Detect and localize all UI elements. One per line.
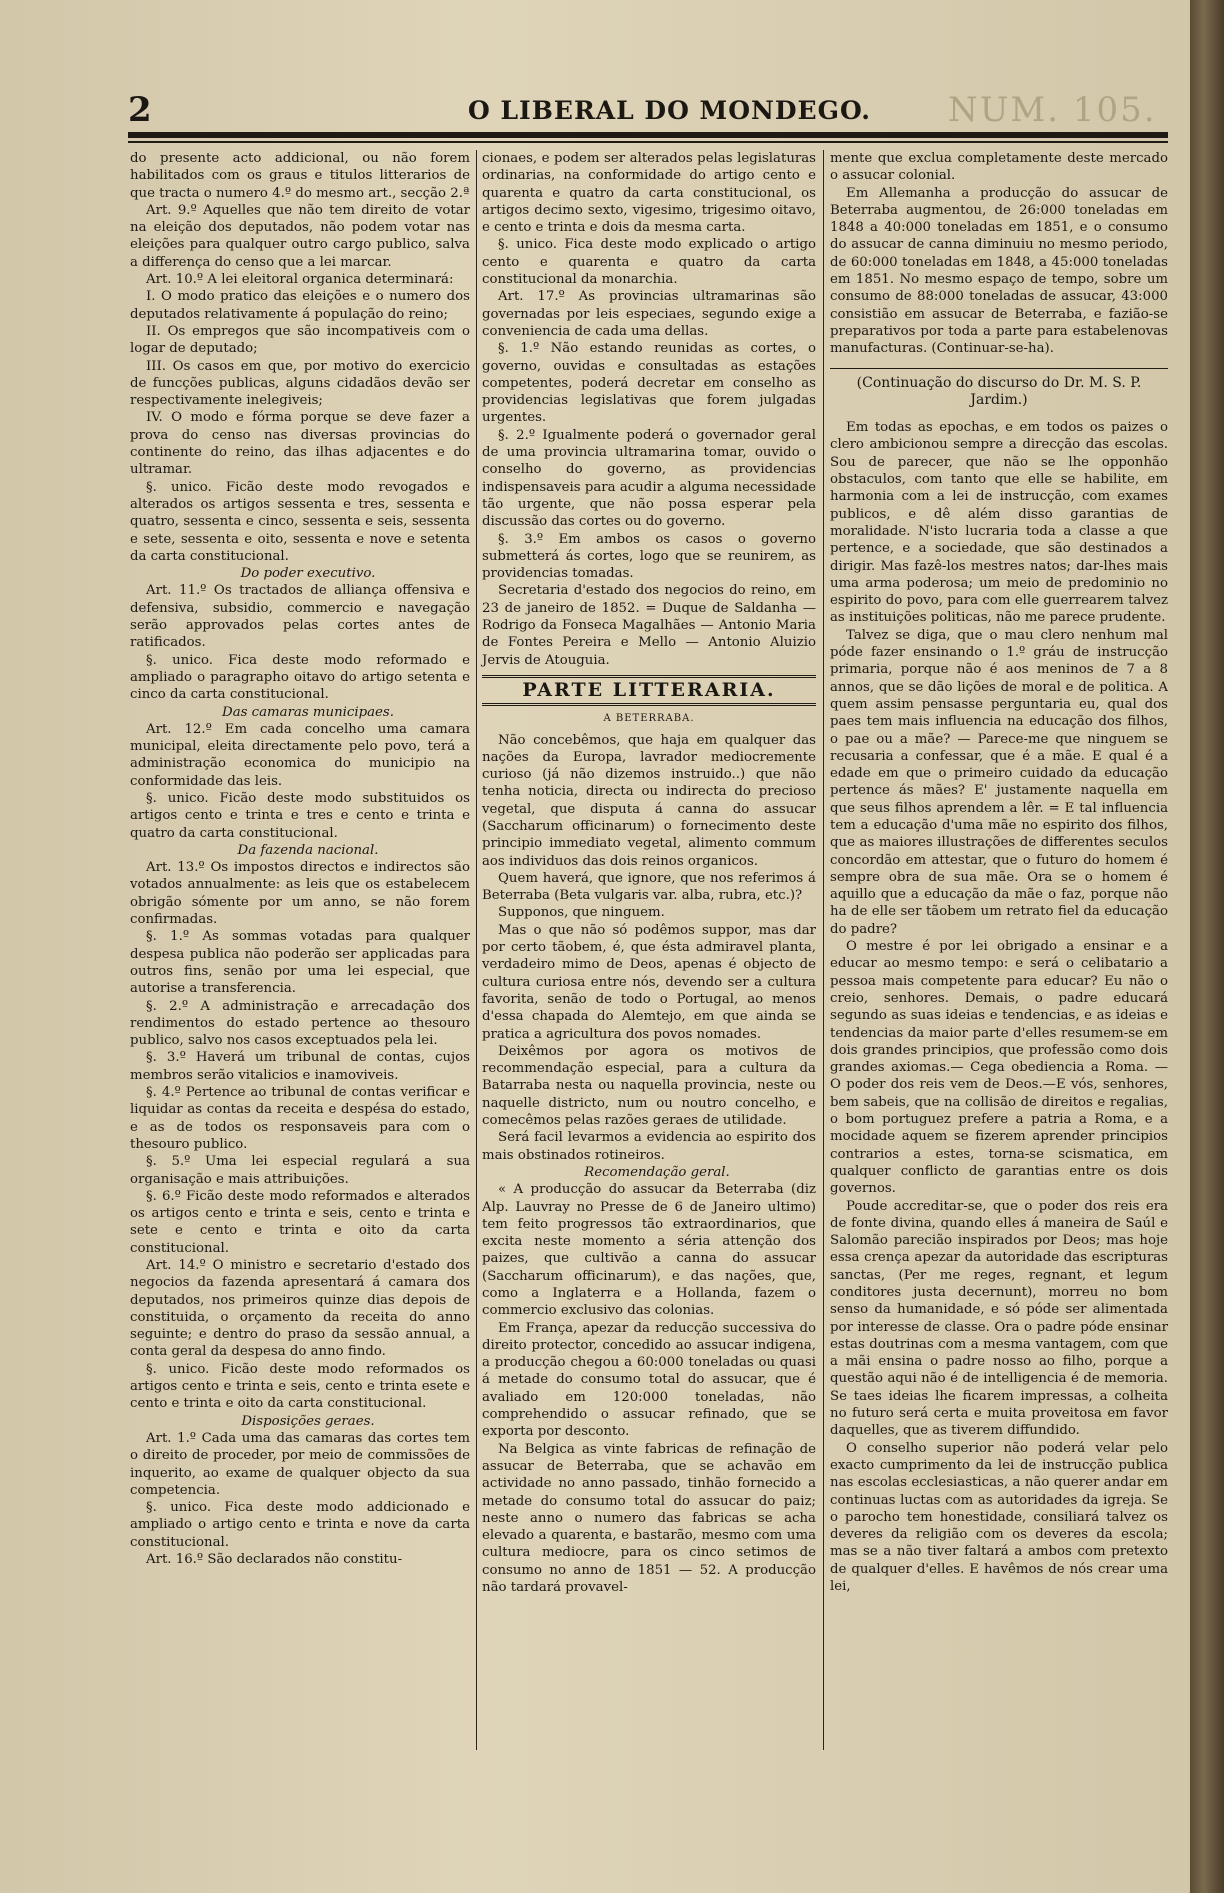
- paragraph: I. O modo pratico das eleições e o numero dos deputados relativamente á população do reino;: [130, 289, 470, 322]
- paragraph: Poude accreditar-se, que o poder dos reis era de fonte divina, quando elles á maneira de Saúl e Salomão parecião inspirados por Deos; mas hoje essa crença apezar da autoridade das escripturas sanctas, (Per me reges, regnant, et legum conditores justa decernunt), morreu no bom senso da humanidade, e só póde ser alimentada por interesse de classe. Ora o padre póde ensinar estas doutrinas com a mesma vantagem, com que a mãi ensina o padre nosso ao filho, porque a questão aqui não é de intelligencia é de memoria. Se taes ideias lhe ficarem impressas, a colheita no futuro será certa e muita proveitosa em favor daquelles, que as tiverem diffundido.: [830, 1198, 1168, 1439]
- decree-signature: Secretaria d'estado dos negocios do reino, em 23 de janeiro de 1852. = Duque de Saldanha — Rodrigo da Fonseca Magalhães — Antonio Maria de Fontes Pereira e Mello — Antonio Aluizio Jervis de Atouguia.: [482, 583, 816, 668]
- paragraph: Art. 14.º O ministro e secretario d'estado dos negocios da fazenda apresentará á camara dos deputados, nos primeiros quinze dias depois de constituida, o orçamento da receita do anno seguinte; e dentro do praso da sessão annual, a conta geral da despesa do anno findo.: [130, 1258, 470, 1360]
- paragraph: Em Allemanha a producção do assucar de Beterraba augmentou, de 26:000 toneladas em 1848 a 40:000 toneladas em 1851, e o consumo do assucar de canna diminuiu no mesmo periodo, de 60:000 toneladas em 1848, a 45:000 toneladas em 1851. No mesmo espaço de tempo, sobre um consumo de 88:000 toneladas de assucar, 43:000 consistião em assucar de Beterraba, e fazião-se preparativos por toda a parte para estabelenovas manufacturas. (Continuar-se-ha).: [830, 185, 1168, 357]
- paragraph: Art. 9.º Aquelles que não tem direito de votar na eleição dos deputados, não podem votar nas eleições para qualquer outro cargo publico, salva a differença do censo que a lei marcar.: [130, 202, 470, 270]
- paragraph: §. unico. Fica deste modo explicado o artigo cento e quarenta e quatro da carta constitucional da monarchia.: [482, 237, 816, 288]
- paragraph: IV. O modo e fórma porque se deve fazer a prova do censo nas diversas provincias do continente do reino, das ilhas adjacentes e do ultramar.: [130, 410, 470, 478]
- paragraph: O conselho superior não poderá velar pelo exacto cumprimento da lei de instrucção publica nas escolas ecclesiasticas, a não querer andar em continuas luctas com as autoridades da igreja. Se o parocho tem honestidade, consiliará talvez os deveres da religião com os deveres da escola; mas se a não tiver faltará a ambos com pretexto de qualquer d'elles. E havêmos de nós crear uma lei,: [830, 1440, 1168, 1595]
- subheading: Das camaras municipaes.: [222, 704, 394, 720]
- paragraph: §. 3.º Haverá um tribunal de contas, cujos membros serão vitalicios e inamoviveis.: [130, 1050, 470, 1083]
- paragraph: « A producção do assucar da Beterraba (diz Alp. Lauvray no Presse de 6 de Janeiro ultimo) tem feito progressos tão extraordinarios, que excita neste momento a séria attenção dos paizes, que cultivão a canna do assucar (Saccharum officinarum), e das nações, que, como a Inglaterra e a Hollanda, fazem o commercio exclusivo das colonias.: [482, 1182, 816, 1319]
- subheading: Do poder executivo.: [240, 566, 376, 582]
- paragraph: Quem haverá, que ignore, que nos referimos á Beterraba (Beta vulgaris var. alba, rubra, etc.)?: [482, 870, 816, 904]
- paragraph: Será facil levarmos a evidencia ao espirito dos mais obstinados rotineiros.: [482, 1130, 816, 1163]
- paragraph: §. 2.º Igualmente poderá o governador geral de uma provincia ultramarina tomar, ouvido o conselho do governo, as providencias indispensaveis para acudir a alguma necessidade tão urgente, que não possa esperar pela discussão das cortes ou do governo.: [482, 427, 816, 530]
- column-3: [830, 150, 1168, 1595]
- paragraph: O mestre é por lei obrigado a ensinar e a educar ao mesmo tempo: e será o celibatario a pessoa mais competente para educar? Eu não o creio, senhores. Demais, o padre educará segundo as suas ideias e tendencias, e as ideias e tendencias da maior parte d'elles resumem-se em dois grandes principios, que professão como dois grandes axiomas.— Cega obediencia a Roma. — O poder dos reis vem de Deos.—E vós, senhores, bem sabeis, que na collisão de direitos e regalias, o bom portuguez prefere a patria a Roma, e a mocidade aquem se fizerem aprender principios contrarios a estes, torna-se scismatica, em qualquer conflicto de garantias entre os dois governos.: [830, 939, 1168, 1197]
- paragraph: §. unico. Fica deste modo reformado e ampliado o paragrapho oitavo do artigo setenta e cinco da carta constitucional.: [130, 652, 470, 703]
- paragraph: Supponos, que ninguem.: [498, 905, 665, 921]
- paragraph: Art. 10.º A lei eleitoral organica determinará:: [146, 272, 454, 288]
- page-number: 2: [128, 90, 152, 130]
- paragraph: Art. 1.º Cada uma das camaras das cortes tem o direito de proceder, por meio de commissões de inquerito, ao exame de qualquer objecto da sua competencia.: [130, 1430, 470, 1498]
- paragraph: Art. 12.º Em cada concelho uma camara municipal, eleita directamente pelo povo, terá a administração economica do municipio na conformidade das leis.: [130, 721, 470, 789]
- column-1: [130, 150, 470, 1568]
- subheading: Disposições geraes.: [241, 1413, 375, 1429]
- newspaper-title: O LIBERAL DO MONDEGO.: [468, 96, 871, 125]
- column-divider: [823, 150, 824, 1750]
- paragraph: Art. 17.º As provincias ultramarinas são governadas por leis especiaes, segundo exige a conveniencia de cada uma dellas.: [482, 289, 816, 339]
- paragraph: Em França, apezar da reducção successiva do direito protector, concedido ao assucar indigena, a producção chegou a 60:000 toneladas ou quasi á metade do consumo total do assucar, que é avaliado em 120:000 toneladas, não comprehendido o assucar refinado, que se exporta por desconto.: [482, 1320, 816, 1440]
- paragraph: §. unico. Ficão deste modo reformados os artigos cento e trinta e seis, cento e trinta esete e cento e trinta e oito da carta constitucional.: [130, 1361, 470, 1412]
- discourse-heading: (Continuação do discurso do Dr. M. S. P. Jardim.): [856, 374, 1142, 408]
- page-header: [128, 90, 1168, 130]
- paragraph: Na Belgica as vinte fabricas de refinação de assucar de Beterraba, que se achavão em actividade no anno passado, tinhão fornecido a metade do consumo total do assucar do paiz; neste anno o numero das fabricas se acha elevado a quarenta, e bastarão, mesmo com uma cultura mediocre, para os cinco setimos de consumo no anno de 1851 — 52. A producção não tardará provavel-: [482, 1441, 816, 1596]
- paragraph: §. unico. Ficão deste modo revogados e alterados os artigos sessenta e tres, sessenta e quatro, sessenta e cinco, sessenta e seis, sessenta e sete, sessenta e oito, sessenta e nove e setenta da carta constitucional.: [130, 479, 470, 564]
- paragraph: Talvez se diga, que o mau clero nenhum mal póde fazer ensinando o 1.º gráu de instrucção primaria, porque não é aos meninos de 7 a 8 annos, que se dão lições de moral e de politica. A quem assim pensasse perguntaria eu, qual dos paes tem mais influencia na educação dos filhos, o pae ou a mãe? — Parece-me que ninguem se recusaria a confessar, que é a mãe. E qual é a edade em que o primeiro cuidado da educação pertence ás mães? E' justamente naquella em que seus filhos aprendem a lêr. = E tal influencia tem a educação d'uma mãe no espirito dos filhos, que as maiores illustrações de differentes seculos concordão em attestar, que o futuro do homem é sempre obra de sua mãe. Ora se o homem é aquillo que a educação da mãe o faz, porque não ha de elle ser tãobem um retrato fiel da educação do padre?: [830, 627, 1168, 937]
- paragraph: Não concebêmos, que haja em qualquer das nações da Europa, lavrador mediocremente curioso (já não dizemos instruido..) que não tenha noticia, directa ou indirecta do precioso vegetal, que disputa á canna do assucar (Saccharum officinarum) o fornecimento deste principio immediato vegetal, alimento commum aos individuos das dois reinos organicos.: [482, 732, 816, 869]
- header-rule-thin: [128, 141, 1168, 143]
- paragraph: §. 4.º Pertence ao tribunal de contas verificar e liquidar as contas da receita e despésa do estado, e as de todos os responsaveis para com o thesouro publico.: [130, 1085, 470, 1152]
- paragraph: §. 1.º Não estando reunidas as cortes, o governo, ouvidas e consultadas as estações competentes, poderá decretar em conselho as providencias legislativas que forem julgadas urgentes.: [482, 341, 816, 426]
- paragraph: Art. 11.º Os tractados de alliança offensiva e defensiva, subsidio, commercio e navegação serão approvados pelas cortes antes de ratificados.: [130, 583, 470, 651]
- paragraph: §. 3.º Em ambos os casos o governo submetterá ás cortes, logo que se reunirem, as providencias tomadas.: [482, 531, 816, 582]
- paragraph: §. 5.º Uma lei especial regulará a sua organisação e mais attribuições.: [130, 1154, 470, 1187]
- column-divider: [476, 150, 477, 1750]
- paragraph: do presente acto addicional, ou não forem habilitados com os graus e titulos litterarios de que tracta o numero 4.º do mesmo art., secção 2.ª: [130, 151, 470, 201]
- article-title: A BETERRABA.: [603, 713, 695, 725]
- paragraph: Mas o que não só podêmos suppor, mas dar por certo tãobem, é, que ésta admiravel planta, verdadeiro mimo de Deos, apenas é objecto de cultura curiosa entre nós, devendo ser a cultura favorita, senão de todo o Portugal, ao menos d'essa chapada do Alemtejo, em que ainda se pratica a agricultura dos povos nomades.: [482, 922, 816, 1042]
- paragraph: Deixêmos por agora os motivos de recommendação especial, para a cultura da Batarraba nesta ou naquella provincia, neste ou naquelle districto, num ou noutro concelho, e comecêmos pelas razões geraes de utilidade.: [482, 1043, 816, 1129]
- subheading: Recomendação geral.: [584, 1164, 730, 1180]
- issue-number: NUM. 105.: [948, 90, 1157, 130]
- paragraph: §. unico. Ficão deste modo substituidos os artigos cento e trinta e tres e cento e trinta e quatro da carta constitucional.: [130, 790, 470, 841]
- subheading: Da fazenda nacional.: [237, 842, 379, 858]
- column-2: [482, 150, 816, 1596]
- paragraph: §. unico. Fica deste modo addicionado e ampliado o artigo cento e trinta e nove da carta constitucional.: [130, 1500, 470, 1550]
- paragraph: §. 6.º Ficão deste modo reformados e alterados os artigos cento e trinta e seis, cento e trinta e sete e cento e trinta e oito da carta constitucional.: [130, 1188, 470, 1256]
- paragraph: Em todas as epochas, e em todos os paizes o clero ambicionou sempre a direcção das escolas. Sou de parecer, que não se lhe opponhão obstaculos, com tanto que elle se habilite, em harmonia com a lei de instrucção, com exames publicos, e dê além disso garantias de moralidade. N'isto lucraria toda a classe a que pertence, e a sociedade, que são destinados a dirigir. Mas fazê-los mestres natos; dar-lhes mais uma arma poderosa; um meio de predominio no espirito do povo, para com elle guerrearem talvez as instituições politicas, não me parece prudente.: [830, 420, 1168, 626]
- section-banner: PARTE LITTERARIA.: [482, 675, 816, 706]
- section-rule: [830, 368, 1168, 369]
- paragraph: mente que exclua completamente deste mercado o assucar colonial.: [830, 151, 1168, 184]
- paragraph: Art. 16.º São declarados não constitu-: [146, 1552, 403, 1568]
- paragraph: Art. 13.º Os impostos directos e indirectos são votados annualmente: as leis que os estabelecem obrigão sómente por um anno, se não forem confirmadas.: [130, 860, 470, 928]
- book-binding-edge: [1190, 0, 1224, 1893]
- header-rule-thick: [128, 132, 1168, 138]
- paragraph: III. Os casos em que, por motivo do exercicio de funcções publicas, alguns cidadãos devão ser respectivamente inelegiveis;: [130, 358, 470, 409]
- paragraph: cionaes, e podem ser alterados pelas legislaturas ordinarias, na conformidade do artigo cento e quarenta e quatro da carta constitucional, os artigos decimo sexto, vigesimo, trigesimo oitavo, e cento e trinta e dois da mesma carta.: [482, 151, 816, 236]
- paragraph: II. Os empregos que são incompativeis com o logar de deputado;: [130, 323, 470, 357]
- paragraph: §. 1.º As sommas votadas para qualquer despesa publica não poderão ser applicadas para outros fins, senão por uma lei especial, que autorise a transferencia.: [130, 929, 470, 997]
- paragraph: §. 2.º A administração e arrecadação dos rendimentos do estado pertence ao thesouro publico, salvo nos casos exceptuados pela lei.: [130, 998, 470, 1049]
